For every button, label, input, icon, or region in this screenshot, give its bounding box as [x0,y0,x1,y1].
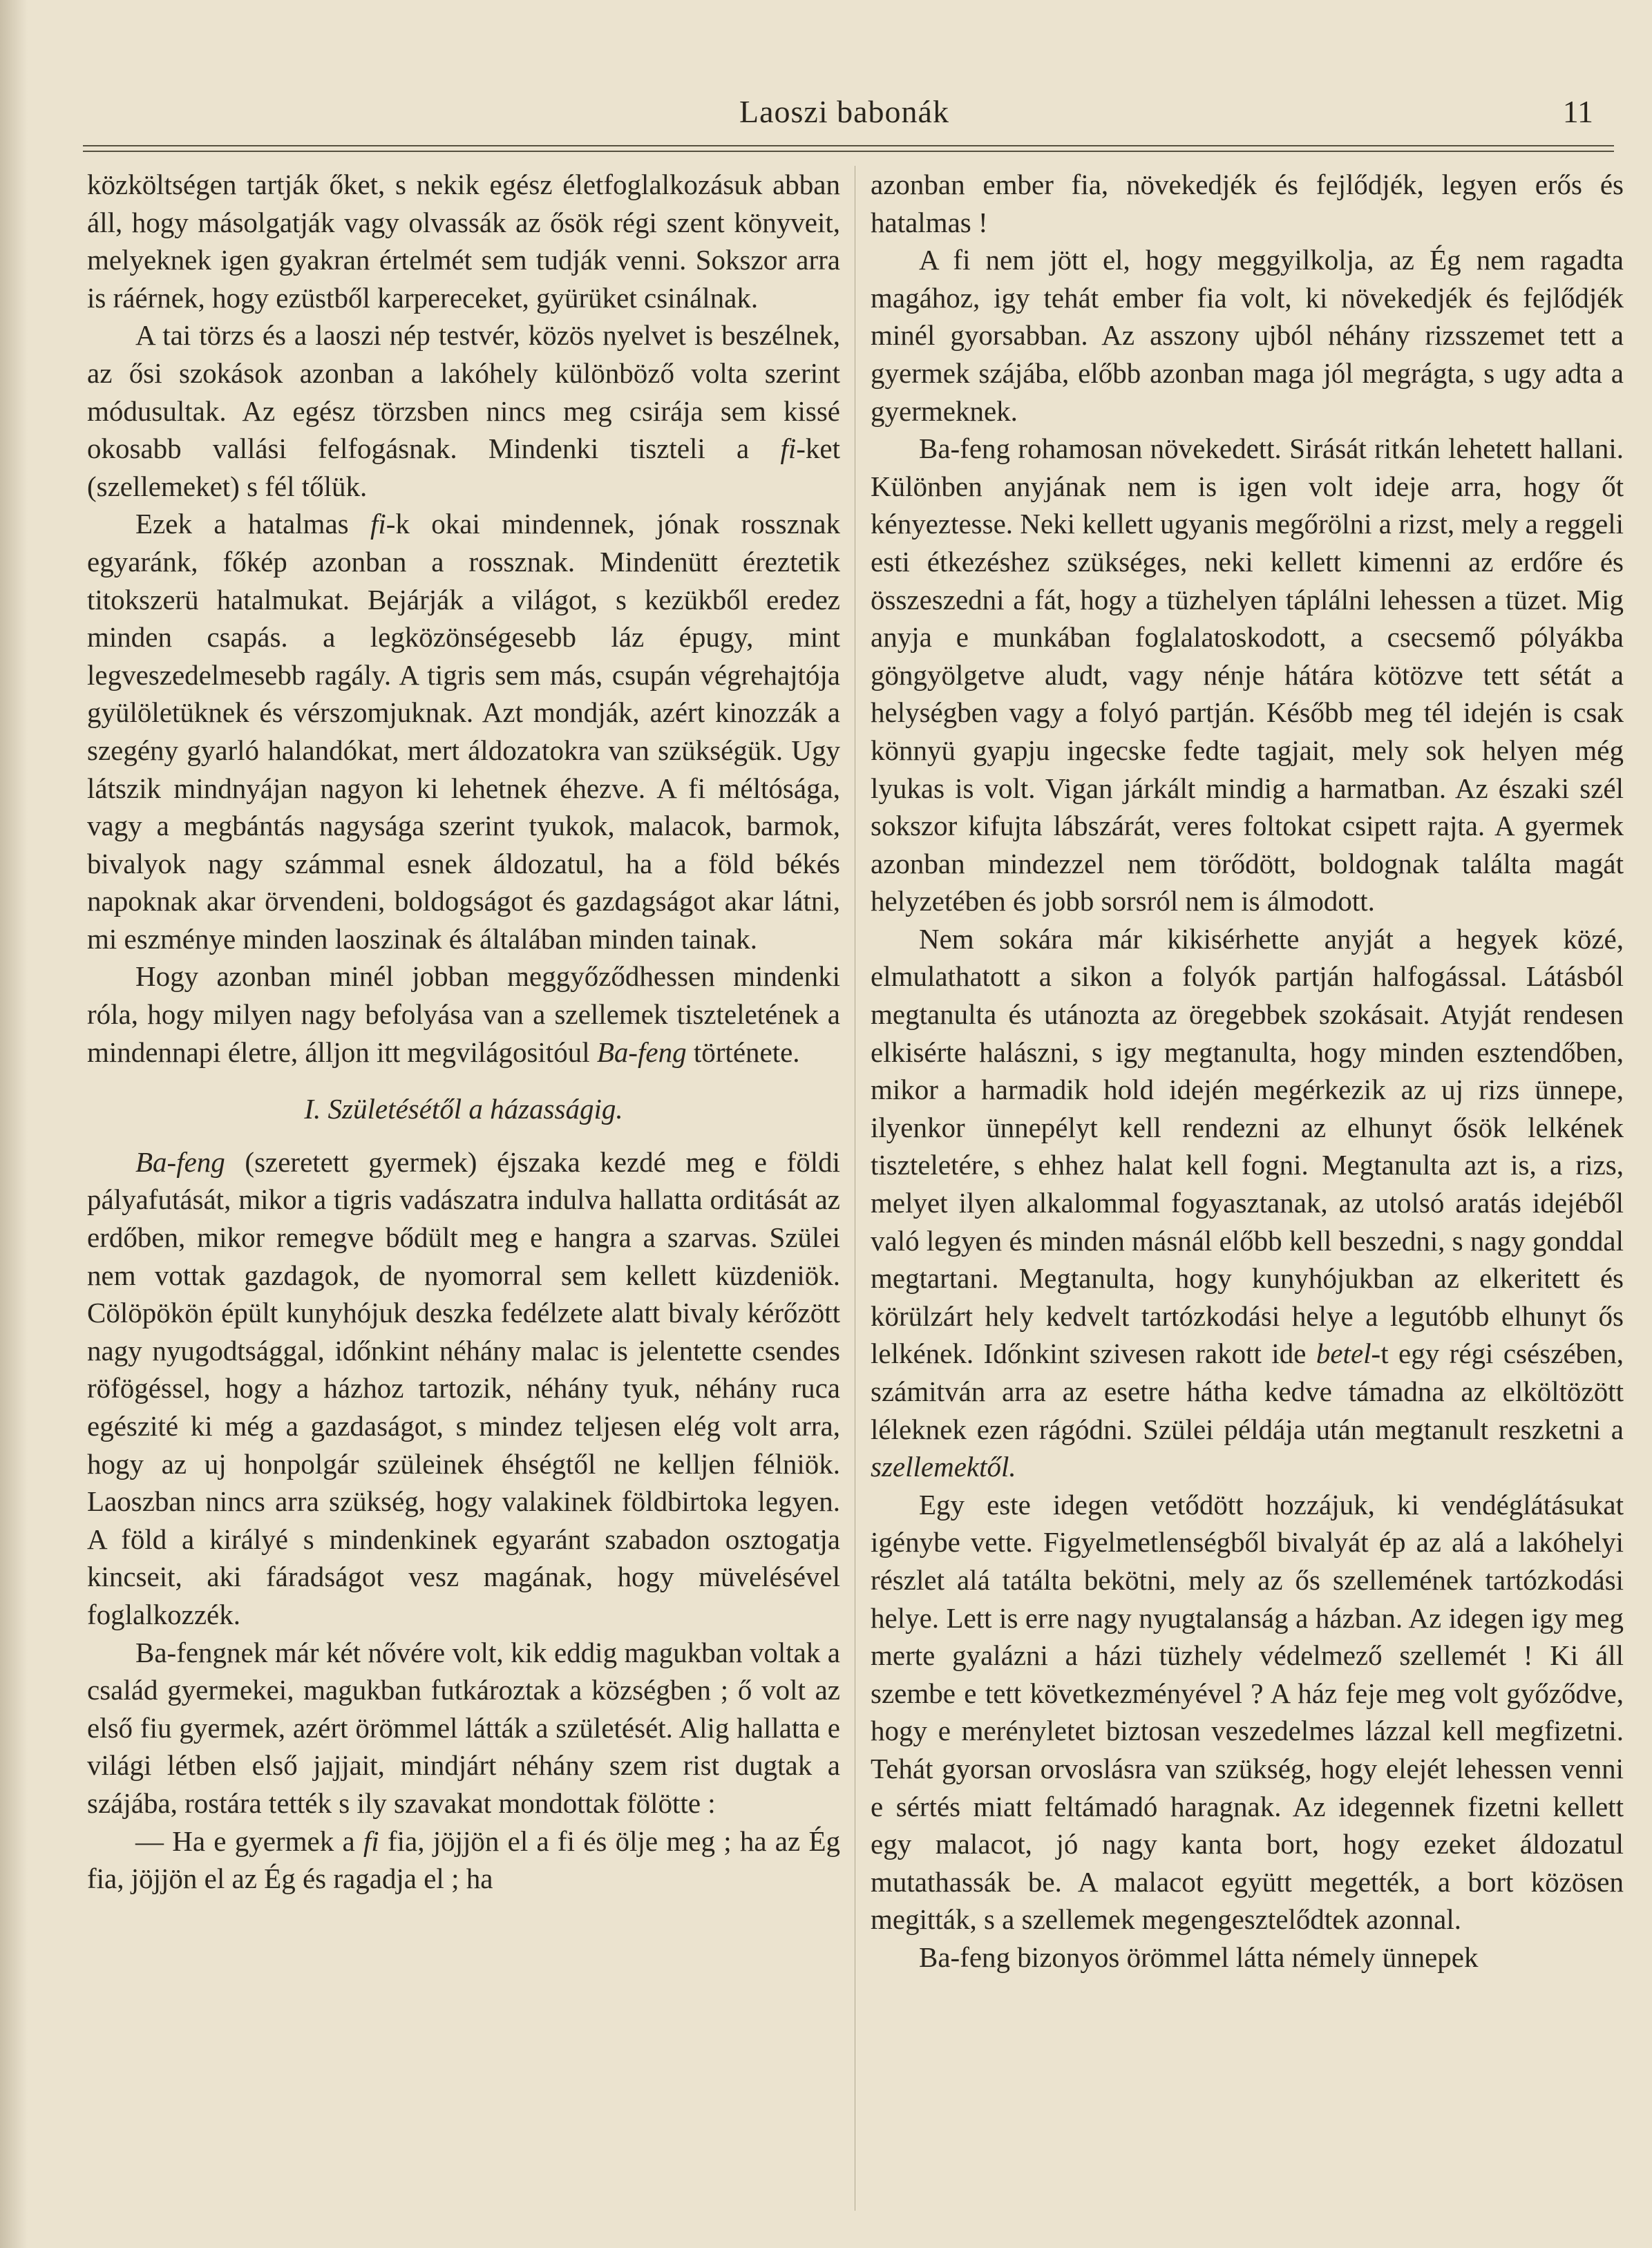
left-paragraph-3: Ezek a hatalmas fi-k okai mindennek, jónak rossznak egyaránk, főkép azonban a rossznak. Mindenütt éreztetik titokszerü hatalmukat. Bejárják a világot, s kezükből eredez minden csapás. a legközönségesebb láz épugy, mint legveszedelmesebb ragály. A tigris sem más, csupán végrehajtója gyülöletüknek és vérszomjuknak. Azt mondják, azért kinozzák a szegény gyarló halandókat, mert áldozatokra van szükségük. Ugy látszik mindnyájan nagyon ki lehetnek éhezve. A fi méltósága, vagy a megbántás nagysága szerint tyukok, malacok, barmok, bivalyok nagy számmal esnek áldozatul, ha a föld békés napoknak akar örvendeni, boldogságot és gazdagságot akar látni, mi eszménye minden laoszinak és általában minden tainak. [87,508,840,955]
right-paragraph-3: Ba-feng rohamosan növekedett. Sirását ritkán lehetett hallani. Különben anyjának nem is igen volt ideje arra, hogy őt kényeztesse. Neki kellett ugyanis megőrölni a rizst, mely a reggeli esti étkezéshez szükséges, neki kellett kimenni az erdőre és összeszedni a fát, hogy a tüzhelyen táplálni lehessen a tüzet. Mig anyja e munkában foglalatoskodott, a csecsemő pólyákba göngyölgetve aludt, vagy nénje hátára kötözve tett sétát a helységben vagy a folyó partján. Később meg tél idején is csak könnyü gyapju ingecske fedte tagjait, mely sok helyen még lyukas is volt. Vigan járkált mindig a harmatban. Az északi szél sokszor kifujta lábszárát, veres foltokat csipett rajta. A gyermek azonban mindezzel nem törődött, boldognak találta magát helyzetében és jobb sorsról nem is álmodott. [871,432,1624,917]
left-paragraph-1: közköltségen tartják őket, s nekik egész életfoglalkozásuk abban áll, hogy másolgatják vagy olvassák az ősök régi szent könyveit, melyeknek igen gyakran értelmét sem tudják venni. Sokszor arra is ráérnek, hogy ezüstből karpereceket, gyürüket csinálnak. [87,169,840,314]
left-column [87,166,840,2231]
chapter-heading: I. Születésétől a házasságig. [304,1093,623,1125]
page-header [83,93,1614,142]
right-paragraph-6: Ba-feng bizonyos örömmel látta némely ünnepek [919,1941,1479,1973]
left-paragraph-4: Hogy azonban minél jobban meggyőződhessen mindenki róla, hogy milyen nagy befolyása van a szellemek tiszteletének a mindennapi életre, álljon itt megvilágositóul Ba-feng története. [87,960,840,1068]
left-paragraph-5: Ba-feng (szeretett gyermek) éjszaka kezdé meg e földi pályafutását, mikor a tigris vadászatra indulva hallatta orditását az erdőben, mikor remegve bődült meg e hangra a szarvas. Szülei nem vottak gazdagok, de nyomorral sem kellett küzdeniök. Cölöpökön épült kunyhójuk deszka fedélzete alatt bivaly kérőzött nagy nyugodtsággal, időnkint néhány malac is jelentette csendes röfögéssel, hogy a házhoz tartozik, néhány tyuk, néhány ruca egészité ki még a gazdaságot, s mindez teljesen elég volt arra, hogy az uj honpolgár szüleinek éhségtől ne kelljen félniök. Laoszban nincs arra szükség, hogy valakinek földbirtoka legyen. A föld a királyé s mindenkinek egyaránt szabadon osztogatja kincseit, aki fáradságot vesz magának, hogy müvelésével foglalkozzék. [87,1145,840,1630]
right-paragraph-1: azonban ember fia, növekedjék és fejlődjék, legyen erős és hatalmas ! [871,169,1624,238]
running-title: Laoszi babonák [739,94,949,129]
right-paragraph-2: A fi nem jött el, hogy meggyilkolja, az Ég nem ragadta magához, igy tehát ember fia volt, ki növekedjék és fejlődjék minél gyorsabban. Az asszony ujból néhány rizsszemet tett a gyermek szájába, előbb azonban maga jól megrágta, s ugy adta a gyermeknek. [871,244,1624,427]
right-column [871,166,1624,2231]
header-rule-top [83,145,1614,146]
left-paragraph-2: A tai törzs és a laoszi nép testvér, közös nyelvet is beszélnek, az ősi szokások azonban a lakóhely különböző volta szerint módusultak. Az egész törzsben nincs meg csirája sem kissé okosabb vallási felfogásnak. Mindenki tiszteli a fi-ket (szellemeket) s fél tőlük. [87,319,840,502]
right-paragraph-4: Nem sokára már kikisérhette anyját a hegyek közé, elmulathatott a sikon a folyók partján halfogással. Látásból megtanulta és utánozta az öregebbek szokásait. Atyját rendesen elkisérte halászni, s igy megtanulta, hogy minden esztendőben, mikor a harmadik hold idején megérkezik az uj rizs ünnepe, ilyenkor ünnepélyt kell rendezni az elhunyt ősök lelkének tiszteletére, s ehhez halat kell fogni. Megtanulta azt is, a rizs, melyet ilyen alkalommal fogyasztanak, az utolsó aratás idejéből való legyen és minden másnál előbb kell beszedni, s nagy gonddal megtartani. Megtanulta, hogy kunyhójukban az elkeritett és körülzárt hely kedvelt tartózkodási helye a legutóbb elhunyt ős lelkének. Időnkint szivesen rakott ide betel-t egy régi csészében, számitván arra az esetre hátha kedve támadna az elköltözött léleknek ezen rágódni. Szülei példája után megtanult reszketni a szellemektől. [871,922,1624,1483]
left-paragraph-7: — Ha e gyermek a fi fia, jöjjön el a fi és ölje meg ; ha az Ég fia, jöjjön el az Ég és ragadja el ; ha [87,1825,840,1895]
left-paragraph-6: Ba-fengnek már két nővére volt, kik eddig magukban voltak a család gyermekei, magukban futkároztak a községben ; ő volt az első fiu gyermek, azért örömmel látták a születését. Alig hallatta e világi létben első jajjait, mindjárt néhány szem rist dugtak a szájába, rostára tették s ily szavakat mondottak fölötte : [87,1636,840,1819]
header-rule-bottom [83,151,1614,152]
page-number: 11 [1562,94,1593,129]
right-paragraph-5: Egy este idegen vetődött hozzájuk, ki vendéglátásukat igénybe vette. Figyelmetlenségből bivalyát ép az alá a lakóhelyi részlet alá tatálta bekötni, mely az ős szellemének tartózkodási helye. Lett is erre nagy nyugtalanság a házban. Az idegen igy meg merte gyalázni a házi tüzhely védelmező szellemét ! Ki áll szembe e tett következményével ? A ház feje meg volt győződve, hogy e merényletet biztosan veszedelmes lázzal kell megfizetni. Tehát gyorsan orvoslásra van szükség, hogy elejét lehessen venni e sértés miatt feltámadó haragnak. Az idegennek fizetni kellett egy malacot, jó nagy kanta bort, hogy ezeket áldozatul mutathassák be. A malacot együtt megették, a bort közösen megitták, s a szellemek megengesztelődtek azonnal. [871,1488,1624,1936]
page-spine-shadow [0,0,28,2248]
